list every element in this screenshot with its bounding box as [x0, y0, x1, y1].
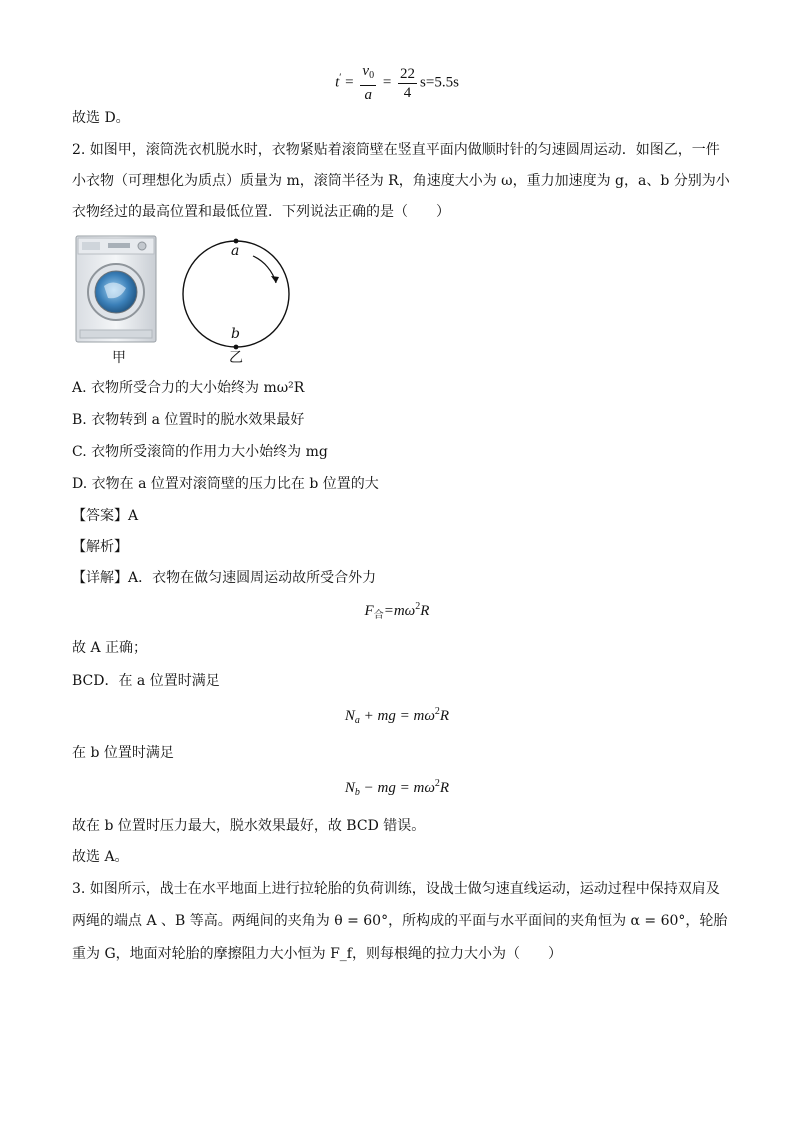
final-choice: 故选 A。: [72, 849, 129, 865]
option-c: C. 衣物所受滚筒的作用力大小始终为 mg: [72, 444, 328, 460]
option-d: D. 衣物在 a 位置对滚筒壁的压力比在 b 位置的大: [72, 476, 379, 492]
f1-tail: R: [420, 603, 430, 619]
frac2-den: 4: [403, 84, 412, 101]
detail-line: 【详解】A．衣物在做匀速圆周运动故所受合外力: [72, 570, 377, 586]
figure-label-jia: 甲: [112, 350, 126, 366]
clockwise-arrow-icon: [253, 256, 276, 283]
frac-num-sub: 0: [369, 70, 375, 81]
b-position-line: 在 b 位置时满足: [72, 745, 174, 761]
label-b: b: [231, 326, 240, 342]
formula-tail: s=5.5s: [420, 74, 459, 91]
f1-sub: 合: [373, 610, 384, 621]
washing-machine-figure: [74, 234, 160, 346]
q2-stem-line2: 小衣物（可理想化为质点）质量为 m，滚筒半径为 R，角速度大小为 ω，重力加速度为 g，a、b 分别为小: [72, 173, 730, 189]
q1-conclusion: 故选 D。: [72, 110, 130, 126]
washing-machine-icon: [74, 234, 160, 346]
option-a: A. 衣物所受合力的大小始终为 mω²R: [72, 380, 305, 396]
formula-net-force: [0, 601, 794, 621]
frac-den-a: a: [364, 87, 372, 103]
label-a: a: [231, 243, 240, 259]
q3-line1: 3. 如图所示，战士在水平地面上进行拉轮胎的负荷训练，设战士做匀速直线运动，运动过程中保持双肩及: [72, 881, 720, 897]
f3-right: − mg = mω: [359, 780, 435, 796]
analysis-title: 【解析】: [72, 539, 128, 555]
q3-line2: 两绳的端点 A 、B 等高。两绳间的夹角为 θ = 60°，所构成的平面与水平面间的夹角恒为 α = 60°，轮胎: [72, 913, 728, 929]
formula-position-b: [0, 778, 794, 798]
f2-sup: 2: [434, 706, 440, 717]
f2-left: N: [344, 708, 355, 724]
f3-sup: 2: [434, 778, 440, 789]
formula-t: t: [335, 74, 340, 91]
formula-prime: ′: [339, 72, 342, 84]
option-b: B. 衣物转到 a 位置时的脱水效果最好: [72, 412, 305, 428]
f2-tail: R: [439, 708, 450, 724]
frac-num-v: v: [362, 63, 370, 79]
q2-stem-line1: 2. 如图甲，滚筒洗衣机脱水时，衣物紧贴着滚筒壁在竖直平面内做顺时针的匀速圆周运动．如图乙，一件: [72, 142, 720, 158]
f2-right: + mg = mω: [359, 708, 435, 724]
f3-left: N: [344, 780, 355, 796]
f3-tail: R: [439, 780, 450, 796]
f1-left: F: [364, 603, 374, 619]
f2-sub: a: [354, 715, 360, 726]
answer-line: 【答案】A: [72, 508, 139, 524]
f1-sup: 2: [415, 601, 421, 612]
bcd-line: BCD．在 a 位置时满足: [72, 673, 220, 689]
q3-line3: 重为 G，地面对轮胎的摩擦阻力大小恒为 F_f，则每根绳的拉力大小为（ ）: [72, 946, 562, 962]
f1-right: =mω: [383, 603, 416, 619]
frac2-num: 22: [400, 65, 416, 82]
f3-sub: b: [354, 787, 360, 798]
q2-stem-line3: 衣物经过的最高位置和最低位置．下列说法正确的是（ ）: [72, 204, 450, 220]
formula-position-a: [0, 706, 794, 726]
a-correct-line: 故 A 正确；: [72, 640, 148, 656]
fraction-v0-over-a: [360, 62, 376, 104]
top-formula: t′ = $\frac{v_0}{a}$ = $\frac{22}{4}$ s=5.5s: [335, 63, 459, 103]
conclusion-line: 故在 b 位置时压力最大，脱水效果最好，故 BCD 错误。: [72, 818, 426, 834]
arrowhead-icon: [271, 276, 279, 283]
figure-label-yi: 乙: [229, 350, 243, 366]
fraction-22-over-4: [398, 65, 417, 102]
